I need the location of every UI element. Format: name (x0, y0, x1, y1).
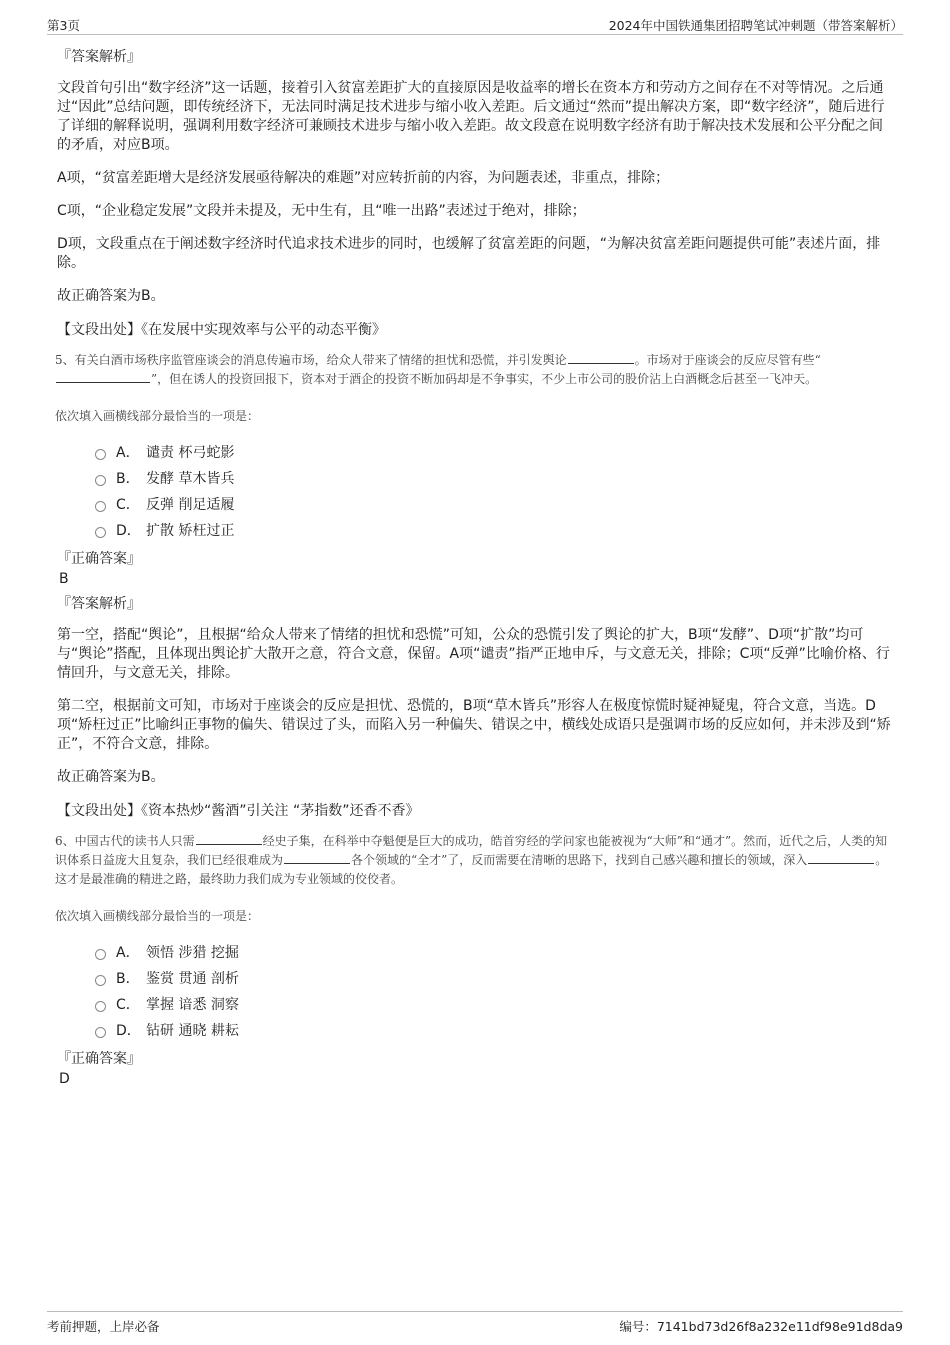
analysis-paragraph: A项，“贫富差距增大是经济发展亟待解决的难题”对应转折前的内容，为问题表述，非重点，排除； (57, 170, 670, 186)
option-c[interactable]: C． 掌握 谙悉 洞察 (95, 991, 894, 1017)
correct-answer-label: 『正确答案』 (57, 551, 141, 567)
radio-icon[interactable] (95, 449, 106, 460)
question-6-text: 6、中国古代的读书人只需 经史子集，在科举中夺魁便是巨大的成功，皓首穷经的学问家也能被视为“大师”和“通才”。然而，近代之后，人类的知识体系日益庞大且复杂，我们已经很难成为 各个领域的“全才”了，反而需要在清晰的思路下，找到自己感兴趣和擅长的领域，深入 。这才是最准确的精进之路，最终助力我们成为专业领域的佼佼者。 (55, 834, 888, 886)
analysis-label: 『答案解析』 (57, 49, 141, 65)
radio-icon[interactable] (95, 475, 106, 486)
fill-blank (808, 851, 874, 864)
radio-icon[interactable] (95, 527, 106, 538)
source-citation: 【文段出处】《资本热炒“酱酒”引关注 “茅指数”还香不香》 (57, 803, 420, 819)
options-list (95, 439, 894, 543)
options-list (95, 939, 894, 1043)
page-content (57, 47, 894, 1094)
analysis-paragraph: 第一空，搭配“舆论”，且根据“给众人带来了情绪的担忧和恐慌”可知，公众的恐慌引发了舆论的扩大，B项“发酵”、D项“扩散”均可与“舆论”搭配，且体现出舆论扩大散开之意，符合文意，保留。A项“谴责”指严正地申斥，与文意无关，排除；C项“反弹”比喻价格、行情回升，与文意无关，排除。 (57, 627, 890, 681)
radio-icon[interactable] (95, 1001, 106, 1012)
correct-answer: D (59, 1071, 70, 1087)
document-id: 编号：7141bd73d26f8a232e11df98e91d8da9 (619, 1319, 903, 1334)
analysis-paragraph: C项，“企业稳定发展”文段并未提及，无中生有，且“唯一出路”表述过于绝对，排除； (57, 203, 586, 219)
fill-blank (56, 370, 150, 383)
page-header (47, 14, 903, 35)
radio-icon[interactable] (95, 975, 106, 986)
option-a[interactable]: A． 谴责 杯弓蛇影 (95, 439, 894, 465)
option-d[interactable]: D． 扩散 矫枉过正 (95, 517, 894, 543)
correct-answer-label: 『正确答案』 (57, 1051, 141, 1067)
fill-blank (196, 832, 262, 845)
question-5-text: 5、有关白酒市场秩序监管座谈会的消息传遍市场，给众人带来了情绪的担忧和恐慌，并引发舆论 。市场对于座谈会的反应尽管有些“”，但在诱人的投资回报下，资本对于酒企的投资不断加码却是不争事实，不少上市公司的股价沾上白酒概念后甚至一飞冲天。 (55, 353, 821, 386)
answer-conclusion: 故正确答案为B。 (57, 288, 165, 304)
radio-icon[interactable] (95, 501, 106, 512)
option-d[interactable]: D． 钻研 通晓 耕耘 (95, 1017, 894, 1043)
page-number: 第3页 (47, 18, 80, 33)
option-b[interactable]: B． 发酵 草木皆兵 (95, 465, 894, 491)
answer-conclusion: 故正确答案为B。 (57, 769, 165, 785)
document-title: 2024年中国铁通集团招聘笔试冲刺题（带答案解析） (608, 18, 903, 33)
question-instruction: 依次填入画横线部分最恰当的一项是： (55, 909, 260, 923)
radio-icon[interactable] (95, 949, 106, 960)
analysis-paragraph: D项，文段重点在于阐述数字经济时代追求技术进步的同时，也缓解了贫富差距的问题，“为解决贫富差距问题提供可能”表述片面，排除。 (57, 236, 881, 271)
analysis-paragraph: 文段首句引出“数字经济”这一话题，接着引入贫富差距扩大的直接原因是收益率的增长在资本方和劳动方之间存在不对等情况。之后通过“因此”总结问题，即传统经济下，无法同时满足技术进步与缩小收入差距。后文通过“然而”提出解决方案，即“数字经济”，随后进行了详细的解释说明，强调利用数字经济可兼顾技术进步与缩小收入差距。故文段意在说明数字经济有助于解决技术发展和公平分配之间的矛盾，对应B项。 (57, 80, 885, 153)
option-a[interactable]: A． 领悟 涉猎 挖掘 (95, 939, 894, 965)
analysis-paragraph: 第二空，根据前文可知，市场对于座谈会的反应是担忧、恐慌的，B项“草木皆兵”形容人在极度惊慌时疑神疑鬼，符合文意，当选。D项“矫枉过正”比喻纠正事物的偏失、错误过了头，而陷入另一种偏失、错误之中，横线处成语只是强调市场的反应如何，并未涉及到“矫正”，不符合文意，排除。 (57, 698, 891, 752)
option-c[interactable]: C． 反弹 削足适履 (95, 491, 894, 517)
analysis-label: 『答案解析』 (57, 596, 141, 612)
question-instruction: 依次填入画横线部分最恰当的一项是： (55, 409, 260, 423)
fill-blank (568, 351, 634, 364)
option-b[interactable]: B． 鉴赏 贯通 剖析 (95, 965, 894, 991)
footer-slogan: 考前押题，上岸必备 (47, 1319, 160, 1334)
source-citation: 【文段出处】《在发展中实现效率与公平的动态平衡》 (57, 322, 386, 338)
page-footer (47, 1311, 903, 1334)
correct-answer: B (59, 571, 69, 587)
fill-blank (284, 851, 350, 864)
radio-icon[interactable] (95, 1027, 106, 1038)
